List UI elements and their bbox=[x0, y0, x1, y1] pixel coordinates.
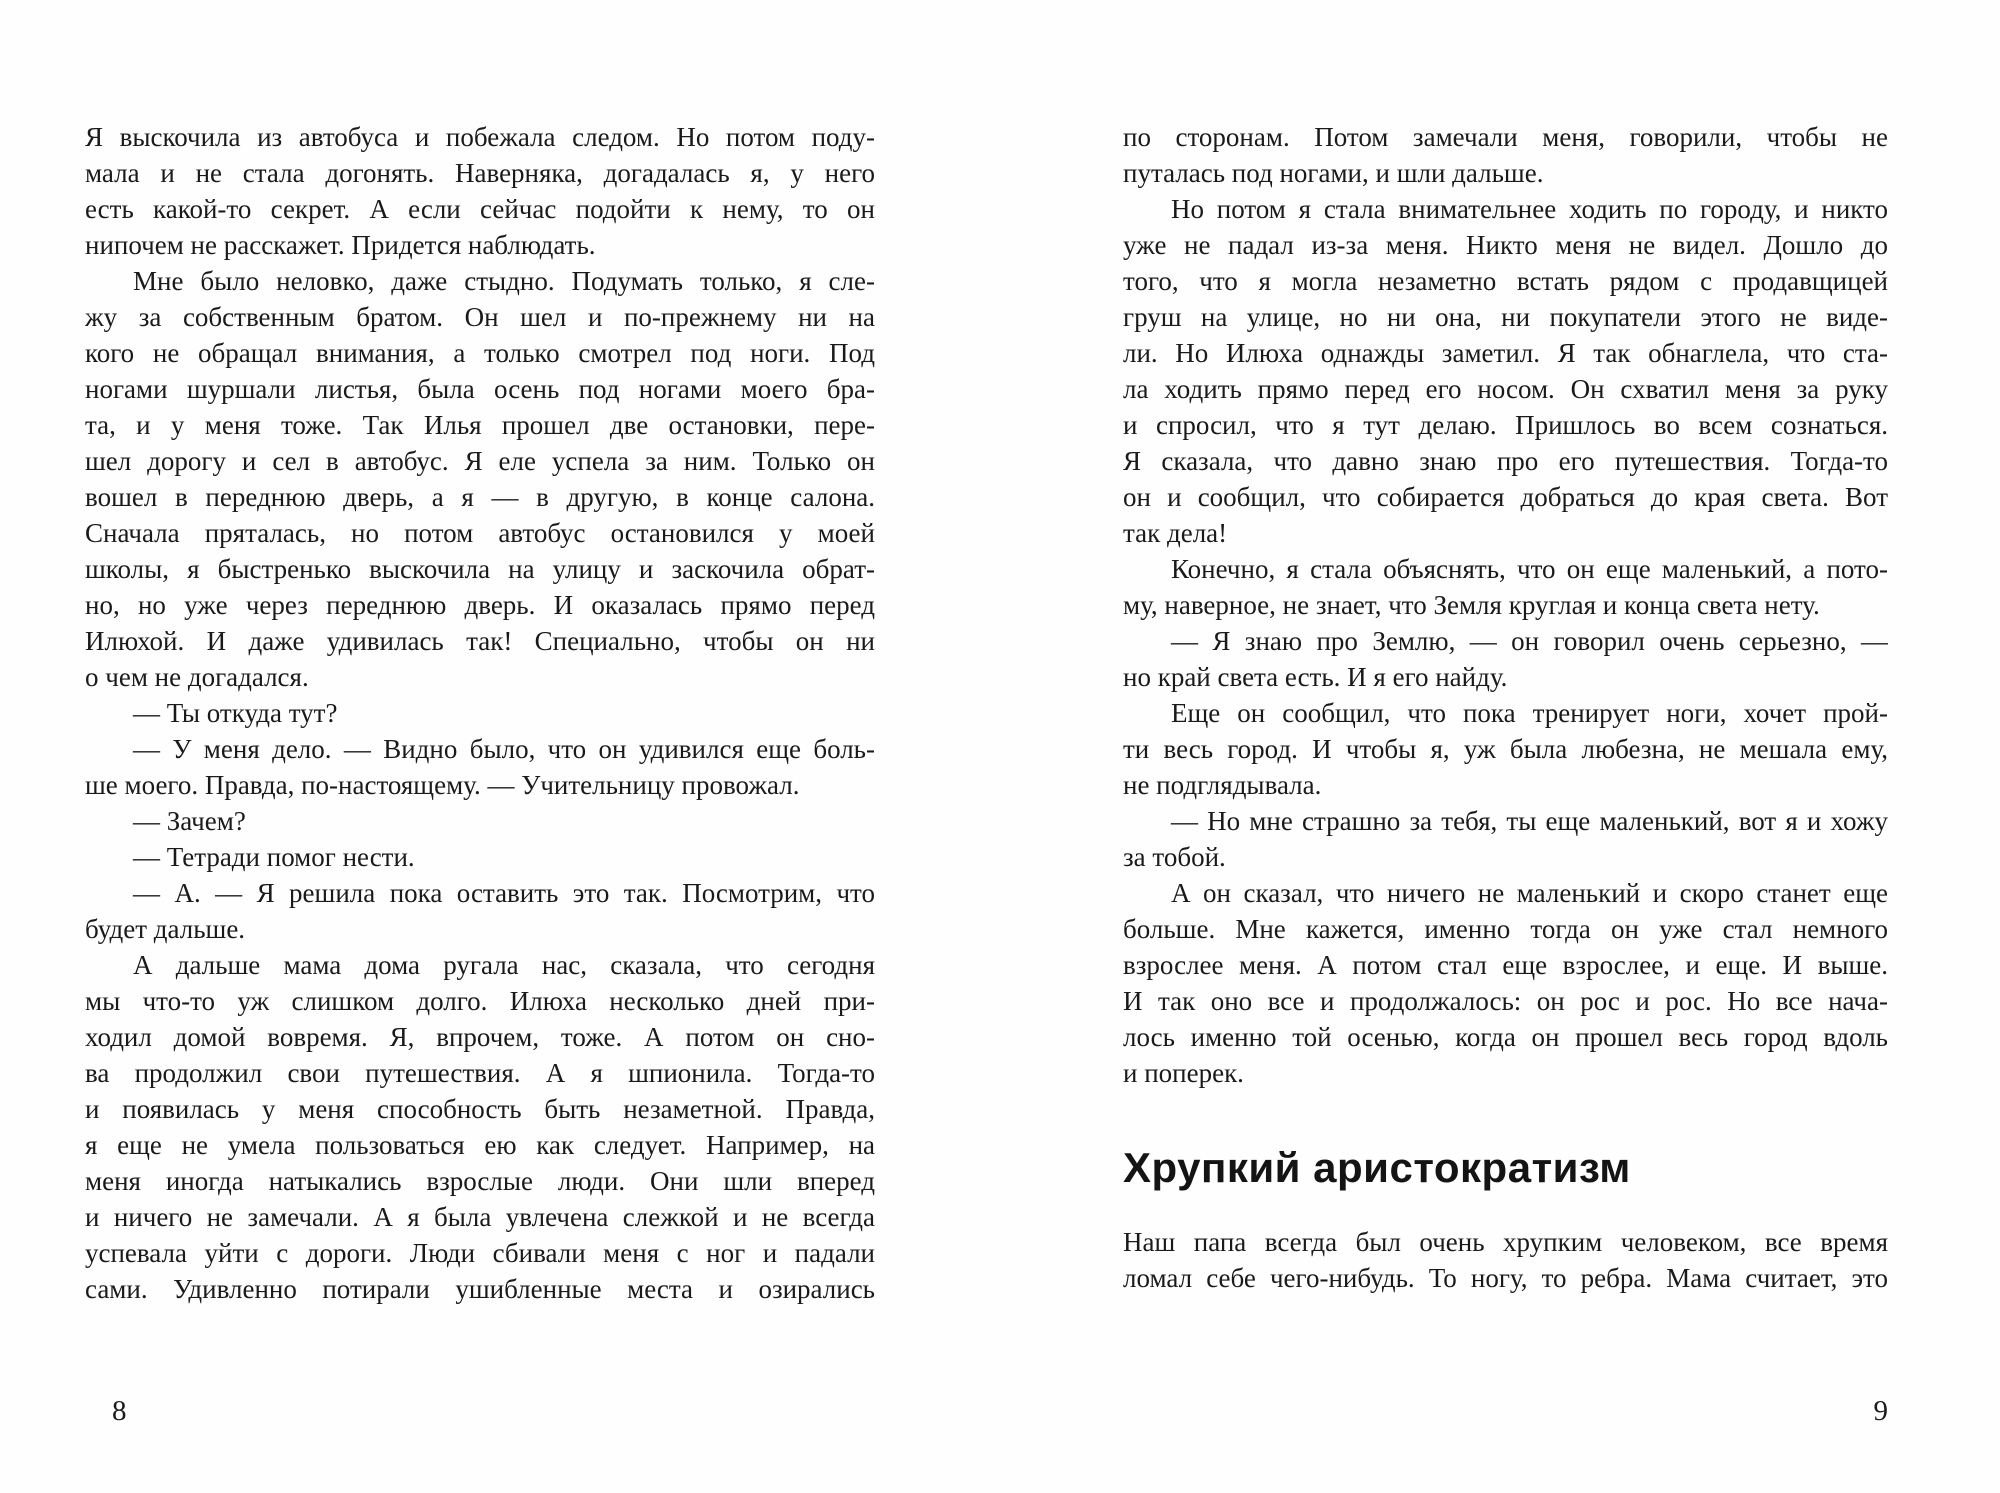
text-line: ше моего. Правда, по-настоящему. — Учительницу провожал. bbox=[85, 770, 800, 800]
text-line: взрослее меня. А потом стал еще взрослее, и еще. И выше. bbox=[1123, 950, 1888, 980]
text-line: я еще не умела пользоваться ею как следует. Например, на bbox=[85, 1130, 875, 1160]
text-line: — Ты откуда тут? bbox=[133, 698, 338, 728]
text-line: меня иногда натыкались взрослые люди. Они шли вперед bbox=[85, 1166, 875, 1196]
text-line: ломал себе чего-нибудь. То ногу, то ребра. Мама считает, это bbox=[1123, 1263, 1888, 1293]
text-line: успевала уйти с дороги. Люди сбивали меня с ног и падали bbox=[85, 1238, 875, 1268]
text-line: но, но уже через переднюю дверь. И оказалась прямо перед bbox=[85, 590, 875, 620]
text-line: больше. Мне кажется, именно тогда он уже стал немного bbox=[1123, 914, 1888, 944]
text-line: по сторонам. Потом замечали меня, говорили, чтобы не bbox=[1123, 122, 1888, 152]
text-line: уже не падал из-за меня. Никто меня не видел. Дошло до bbox=[1123, 230, 1888, 260]
text-line: груш на улице, но ни она, ни покупатели этого не виде- bbox=[1123, 302, 1888, 332]
right-page-after-heading-paragraph bbox=[1123, 1224, 1888, 1296]
text-line: му, наверное, не знает, что Земля круглая и конца света нету. bbox=[1123, 590, 1820, 620]
text-line: того, что я могла незаметно встать рядом с продавщицей bbox=[1123, 266, 1888, 296]
text-line: Илюхой. И даже удивилась так! Специально, чтобы он ни bbox=[85, 626, 875, 656]
text-line: лось именно той осенью, когда он прошел весь город вдоль bbox=[1123, 1022, 1888, 1052]
text-line: будет дальше. bbox=[85, 914, 246, 944]
text-line: Я выскочила из автобуса и побежала следом. Но потом поду- bbox=[85, 122, 875, 152]
text-line: и появилась у меня способность быть незаметной. Правда, bbox=[85, 1094, 875, 1124]
text-line: Но потом я стала внимательнее ходить по городу, и никто bbox=[1171, 194, 1888, 224]
text-line: за тобой. bbox=[1123, 842, 1226, 872]
text-line: ла ходить прямо перед его носом. Он схватил меня за руку bbox=[1123, 374, 1888, 404]
text-line: он и сообщил, что собирается добраться до края света. Вот bbox=[1123, 482, 1888, 512]
text-line: но край света есть. И я его найду. bbox=[1123, 662, 1508, 692]
text-line: вошел в переднюю дверь, а я — в другую, в конце салона. bbox=[85, 482, 875, 512]
right-page-text-column bbox=[1123, 119, 1888, 1091]
text-line: Наш папа всегда был очень хрупким человеком, все время bbox=[1123, 1227, 1888, 1257]
text-line: ли. Но Илюха однажды заметил. Я так обнаглела, что ста- bbox=[1123, 338, 1888, 368]
text-line: о чем не догадался. bbox=[85, 662, 309, 692]
text-line: Еще он сообщил, что пока тренирует ноги, хочет прой- bbox=[1171, 698, 1888, 728]
text-line: А он сказал, что ничего не маленький и скоро станет еще bbox=[1171, 878, 1888, 908]
text-line: ва продолжил свои путешествия. А я шпионила. Тогда-то bbox=[85, 1058, 875, 1088]
text-line: А дальше мама дома ругала нас, сказала, что сегодня bbox=[133, 950, 875, 980]
text-line: есть какой-то секрет. А если сейчас подойти к нему, то он bbox=[85, 194, 875, 224]
text-line: сами. Удивленно потирали ушибленные места и озирались bbox=[85, 1274, 875, 1304]
text-line: — Я знаю про Землю, — он говорил очень серьезно, — bbox=[1171, 626, 1888, 656]
text-line: — Тетради помог нести. bbox=[133, 842, 415, 872]
text-line: шел дорогу и сел в автобус. Я еле успела за ним. Только он bbox=[85, 446, 875, 476]
text-line: Мне было неловко, даже стыдно. Подумать только, я сле- bbox=[133, 266, 875, 296]
text-line: так дела! bbox=[1123, 518, 1228, 548]
text-line: и спросил, что я тут делаю. Пришлось во всем сознаться. bbox=[1123, 410, 1888, 440]
chapter-heading: Хрупкий аристократизм bbox=[1123, 1144, 1631, 1191]
text-line: школы, я быстренько выскочила на улицу и заскочила обрат- bbox=[85, 554, 875, 584]
text-line: Сначала пряталась, но потом автобус остановился у моей bbox=[85, 518, 875, 548]
text-line: — Но мне страшно за тебя, ты еще маленький, вот я и хожу bbox=[1171, 806, 1888, 836]
text-line: ходил домой вовремя. Я, впрочем, тоже. А потом он сно- bbox=[85, 1022, 875, 1052]
text-line: путалась под ногами, и шли дальше. bbox=[1123, 158, 1544, 188]
text-line: — А. — Я решила пока оставить это так. Посмотрим, что bbox=[133, 878, 875, 908]
text-line: нипочем не расскажет. Придется наблюдать. bbox=[85, 230, 596, 260]
text-line: не подглядывала. bbox=[1123, 770, 1322, 800]
text-line: ти весь город. И чтобы я, уж была любезна, не мешала ему, bbox=[1123, 734, 1888, 764]
text-line: ногами шуршали листья, была осень под ногами моего бра- bbox=[85, 374, 875, 404]
text-line: и ничего не замечали. А я была увлечена слежкой и не всегда bbox=[85, 1202, 875, 1232]
text-line: жу за собственным братом. Он шел и по-прежнему ни на bbox=[85, 302, 875, 332]
left-page-text-column bbox=[85, 119, 875, 1307]
text-line: — У меня дело. — Видно было, что он удивился еще боль- bbox=[133, 734, 875, 764]
text-line: мала и не стала догонять. Наверняка, догадалась я, у него bbox=[85, 158, 875, 188]
text-line: Я сказала, что давно знаю про его путешествия. Тогда-то bbox=[1123, 446, 1888, 476]
text-line: И так оно все и продолжалось: он рос и рос. Но все нача- bbox=[1123, 986, 1888, 1016]
text-line: кого не обращал внимания, а только смотрел под ноги. Под bbox=[85, 338, 875, 368]
page-number-left: 8 bbox=[112, 1395, 127, 1427]
text-line: Конечно, я стала объяснять, что он еще маленький, а пото- bbox=[1171, 554, 1888, 584]
text-line: мы что-то уж слишком долго. Илюха несколько дней при- bbox=[85, 986, 875, 1016]
text-line: — Зачем? bbox=[133, 806, 246, 836]
text-line: та, и у меня тоже. Так Илья прошел две остановки, пере- bbox=[85, 410, 875, 440]
page-number-right: 9 bbox=[1873, 1395, 1888, 1427]
text-line: и поперек. bbox=[1123, 1058, 1244, 1088]
